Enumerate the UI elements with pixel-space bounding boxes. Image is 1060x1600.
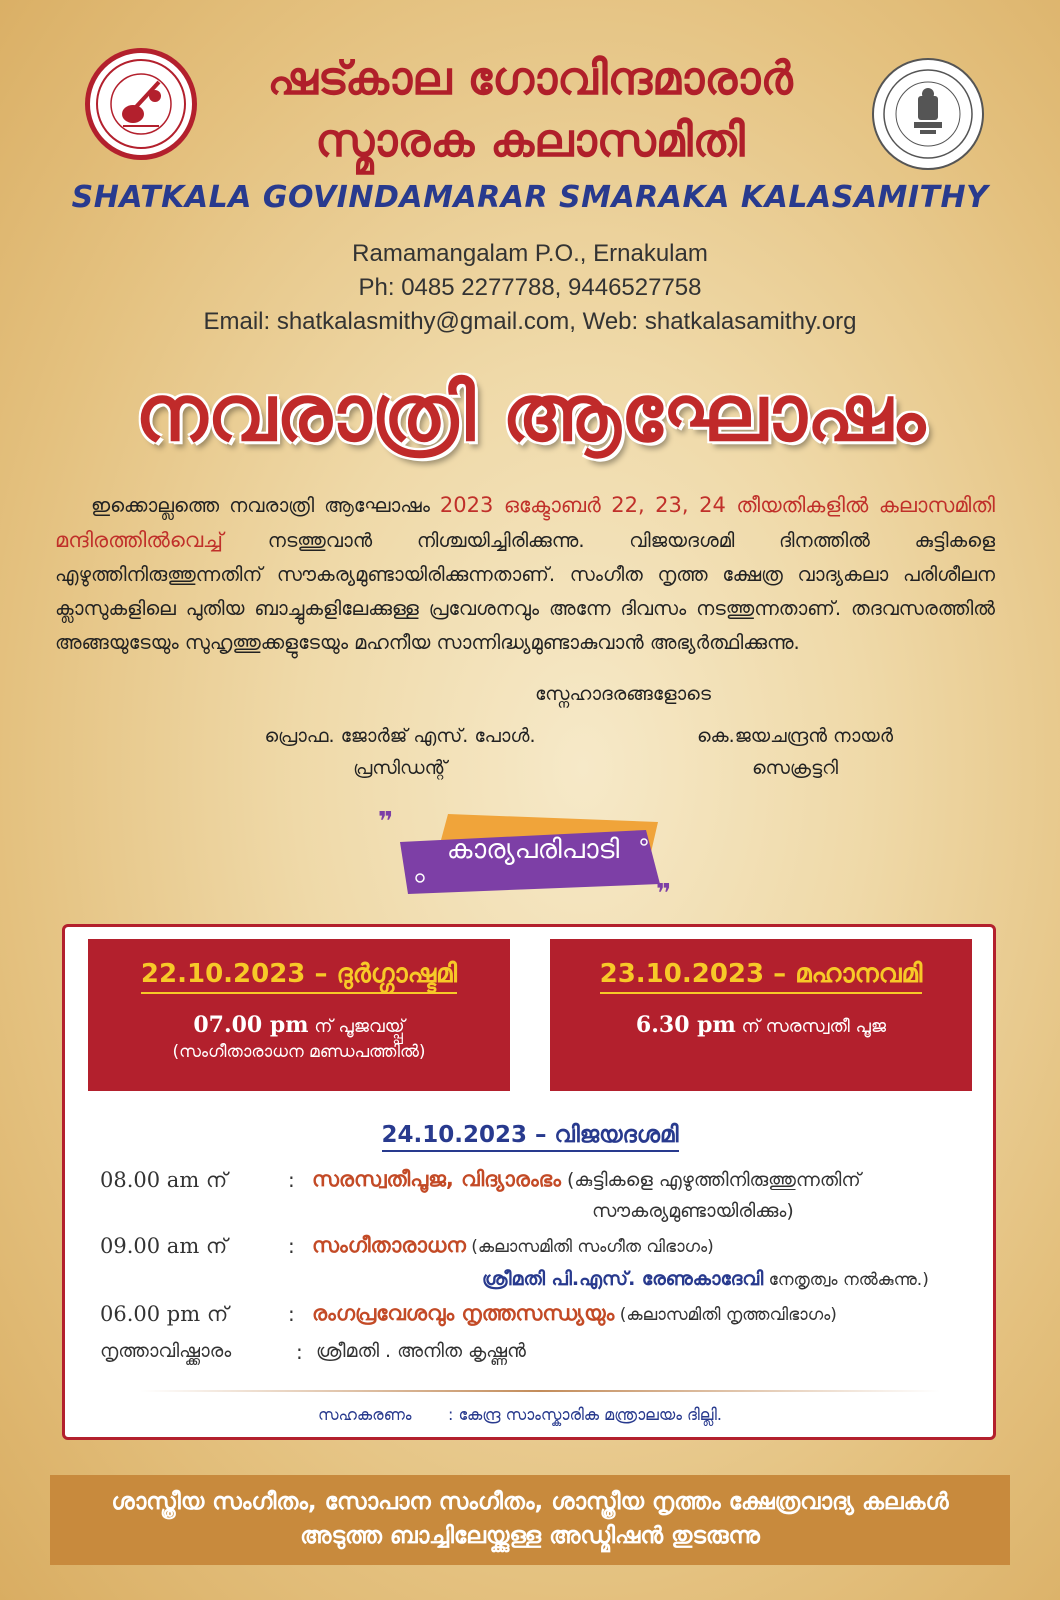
org-title-english: SHATKALA GOVINDAMARAR SMARAKA KALASAMITHY: [71, 180, 989, 215]
svg-text:❞: ❞: [378, 808, 394, 837]
day1-line1: [88, 1010, 510, 1042]
sig2-role: സെക്രട്ടറി: [751, 757, 839, 779]
sig1-name: പ്രൊഫ. ജോർജ് എസ്. പോൾ.: [264, 725, 536, 747]
day2-time: 6.30 pm: [635, 1012, 736, 1038]
row2-text: [312, 1233, 992, 1258]
day2-line1: [550, 1010, 972, 1042]
admission-banner: [50, 1475, 1010, 1565]
sig1-role: പ്രസിഡന്റ്: [353, 757, 447, 779]
signature-president: [220, 720, 580, 784]
row1-colon: :: [288, 1168, 295, 1192]
svg-text:❞: ❞: [656, 879, 672, 904]
programme-badge: [378, 808, 688, 904]
row1-time: 08.00 am ന്: [100, 1168, 228, 1192]
day2-heading: 23.10.2023 – മഹാനവമി: [600, 959, 923, 994]
row4-detail: ശ്രീമതി . അനിത കൃഷ്ണൻ: [316, 1340, 526, 1362]
day1-time: 07.00 pm: [193, 1012, 309, 1038]
row4-colon: :: [296, 1340, 303, 1364]
org-title-line1: ഷട്കാല ഗോവിന്ദമാരാർ: [267, 51, 793, 105]
sig2-name: കെ.ജയചന്ദ്രൻ നായർ: [696, 725, 894, 747]
day2-line1-suffix: ന് സരസ്വതീ പൂജ: [735, 1016, 887, 1037]
row1-detail: (കുട്ടികളെ എഴുത്തിനിരുത്തുന്നതിന്: [560, 1169, 861, 1191]
row4-label: നൃത്താവിഷ്ക്കാരം: [100, 1340, 232, 1362]
support-label: സഹകരണം: [318, 1405, 412, 1424]
para-text-1: ഇക്കൊല്ലത്തെ നവരാത്രി ആഘോഷം: [91, 494, 440, 517]
row3-detail: (കലാസമിതി നൃത്തവിഭാഗം): [614, 1305, 837, 1325]
row3-time: 06.00 pm ന്: [100, 1302, 229, 1326]
row3-highlight: രംഗപ്രവേശവും നൃത്തസന്ധ്യയും: [312, 1301, 615, 1325]
day1-line1-suffix: ന് പൂജവയ്പ്പ്: [308, 1016, 405, 1037]
org-title-line2: സ്മാരക കലാസമിതി: [315, 113, 745, 167]
banner-line2: അടുത്ത ബാച്ചിലേയ്ക്കുള്ള അഡ്മിഷൻ തുടരുന്നു: [300, 1523, 760, 1549]
divider: [140, 1390, 940, 1392]
signature-secretary: [615, 720, 975, 784]
banner-line1: ശാസ്ത്രീയ സംഗീതം, സോപാന സംഗീതം, ശാസ്ത്രീയ നൃത്തം ക്ഷേത്രവാദ്യ കലകൾ: [111, 1489, 949, 1515]
day3-heading-text: 24.10.2023 – വിജയദശമി: [382, 1122, 679, 1152]
row3-colon: :: [288, 1302, 295, 1326]
row2-lead-suffix: നേതൃത്വം നൽകുന്നു.): [763, 1270, 929, 1290]
day2-card: [550, 939, 972, 1091]
row2-lead: [482, 1268, 929, 1290]
para-highlight: 2023 ഒക്ടോബർ 22, 23, 24 തീയതികളിൽ കലാസമിതി മന്ദിരത്തിൽവെച്ച്: [55, 493, 995, 552]
invitation-paragraph: [55, 488, 995, 660]
phone: Ph: 0485 2277788, 9446527758: [358, 274, 702, 301]
support-value: : കേന്ദ്ര സാംസ്കാരിക മന്ത്രാലയം ദില്ലി.: [448, 1405, 722, 1424]
email-web: Email: shatkalasmithy@gmail.com, Web: shatkalasamithy.org: [203, 308, 857, 335]
regards: സ്നേഹാദരങ്ങളോടെ: [535, 683, 711, 705]
row1-text: [312, 1167, 992, 1192]
row2-lead-name: ശ്രീമതി പി.എസ്. രേണുകാദേവി: [482, 1268, 764, 1290]
row1-highlight: സരസ്വതീപൂജ, വിദ്യാരംഭം: [312, 1167, 561, 1191]
row2-detail: (കലാസമിതി സംഗീത വിഭാഗം): [465, 1237, 714, 1257]
address: Ramamangalam P.O., Ernakulam: [352, 240, 708, 267]
day1-card: [88, 939, 510, 1091]
row2-time: 09.00 am ന്: [100, 1234, 228, 1258]
row2-highlight: സംഗീതാരാധന: [312, 1233, 466, 1257]
row1-detail2: സൗകര്യമുണ്ടായിരിക്കും): [592, 1200, 794, 1222]
day1-heading: 22.10.2023 – ദുർഗ്ഗാഷ്ടമി: [141, 959, 457, 994]
day3-heading: [0, 1122, 1060, 1148]
row2-colon: :: [288, 1234, 295, 1258]
row3-text: [312, 1301, 992, 1326]
para-text-2: നടത്തുവാൻ നിശ്ചയിച്ചിരിക്കുന്നു. വിജയദശമി ദിനത്തിൽ കുട്ടികളെ എഴുത്തിനിരുത്തുന്നതിന് സൗകര്യമുണ്ടായിരിക്കുന്നതാണ്. സംഗീത നൃത്ത ക്ഷേത്ര വാദ്യകലാ പരിശീലന ക്ലാസുകളിലെ പുതിയ ബാച്ചുകളിലേക്കുള്ള പ്രവേശനവും അന്നേ ദിവസം നടത്തുന്നതാണ്. തദവസരത്തിൽ അങ്ങയുടേയും സുഹൃത്തുക്കളുടേയും മഹനീയ സാന്നിദ്ധ്യമുണ്ടാകുവാൻ അഭ്യർത്ഥിക്കുന്നു.: [55, 529, 995, 654]
event-title: നവരാത്രി ആഘോഷം: [135, 369, 925, 459]
day1-line2: (സംഗീതാരാധന മണ്ഡപത്തിൽ): [172, 1042, 426, 1062]
programme-heading: കാര്യപരിപാടി: [446, 834, 620, 865]
